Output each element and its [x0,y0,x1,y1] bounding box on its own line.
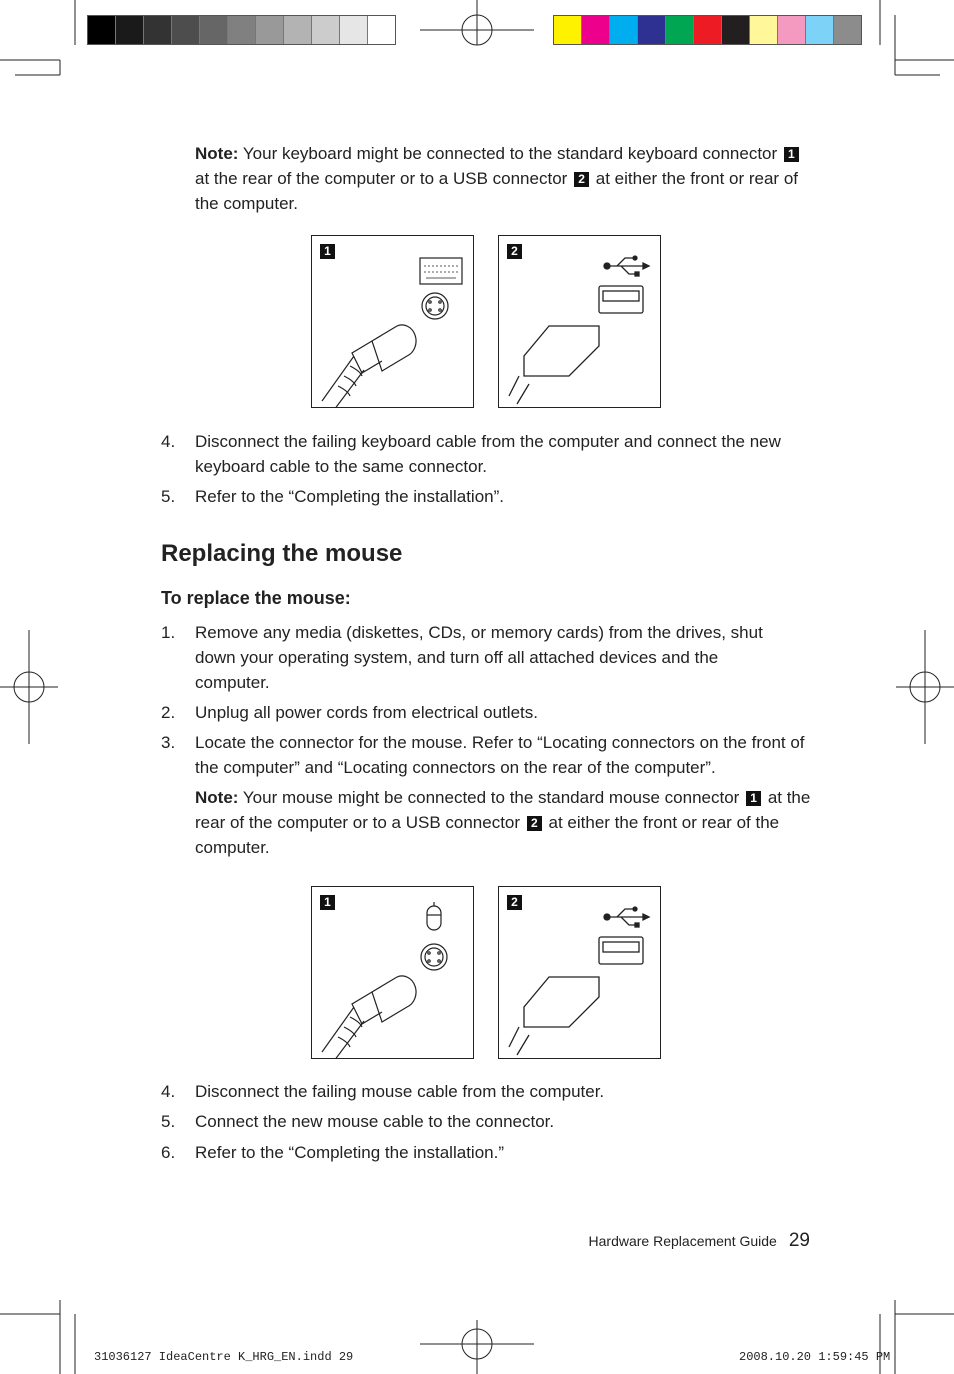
step-text: Refer to the “Completing the installation.” [195,1143,504,1162]
slug-file-info: 31036127 IdeaCentre K_HRG_EN.indd 29 [94,1350,354,1364]
note-label: Note: [195,144,239,163]
callout-badge-2: 2 [574,172,589,187]
color-swatch [610,16,638,44]
step-text: Connect the new mouse cable to the connector. [195,1112,555,1131]
color-swatch [200,16,228,44]
step-number: 2. [161,703,176,722]
color-swatch [778,16,806,44]
note-text: at the rear of the computer or to a USB connector [195,169,568,188]
color-swatch [368,16,395,44]
color-swatch [340,16,368,44]
mouse-ps2-connector-figure [311,886,474,1059]
process-color-bar [553,15,862,45]
keyboard-ps2-connector-figure [311,235,474,408]
color-swatch [144,16,172,44]
note-text: Your keyboard might be connected to the standard keyboard connector [242,144,778,163]
color-swatch [638,16,666,44]
note-text: at either the front or rear of the computer. [195,813,780,857]
color-swatch [834,16,861,44]
ps2-keyboard-illustration [312,236,473,407]
step-number: 1. [161,623,176,642]
keyboard-note [195,141,815,216]
figure-callout-1: 1 [320,244,335,259]
usb-illustration [499,236,660,407]
ps2-mouse-illustration [312,887,473,1058]
step-text: Refer to the “Completing the installation”. [195,487,504,506]
figure-callout-2: 2 [507,244,522,259]
page-footer [589,1230,810,1252]
callout-badge-1: 1 [746,791,761,806]
callout-badge-1: 1 [784,147,799,162]
note-text: at either the front or rear of the computer. [195,169,798,213]
color-swatch [88,16,116,44]
color-swatch [806,16,834,44]
note-label: Note: [195,788,239,807]
slug-timestamp: 2008.10.20 1:59:45 PM [739,1350,891,1364]
step-number: 5. [161,487,176,506]
keyboard-icon [420,258,462,284]
figure-callout-2: 2 [507,895,522,910]
color-swatch [256,16,284,44]
step-number: 6. [161,1143,176,1162]
color-swatch [312,16,340,44]
callout-badge-2: 2 [527,816,542,831]
usb-icon [604,256,649,276]
note-text: at the rear of the computer or to a USB connector [195,788,811,832]
footer-guide-title: Hardware Replacement Guide [588,1233,777,1249]
color-swatch [666,16,694,44]
step-text: Disconnect the failing mouse cable from the computer. [195,1082,605,1101]
step-number: 3. [161,733,176,752]
color-swatch [116,16,144,44]
color-swatch [750,16,778,44]
figure-callout-1: 1 [320,895,335,910]
step-number: 4. [161,432,176,451]
color-swatch [554,16,582,44]
color-swatch [694,16,722,44]
step-number: 4. [161,1082,176,1101]
step-number: 5. [161,1112,176,1131]
step-text: Unplug all power cords from electrical outlets. [195,703,538,722]
grayscale-color-bar [87,15,396,45]
mouse-icon [427,902,441,930]
page-number: 29 [788,1230,810,1251]
note-text: Your mouse might be connected to the standard mouse connector [242,788,740,807]
usb-illustration [499,887,660,1058]
step-text: Disconnect the failing keyboard cable from the computer and connect the new keyboard cable to the same connector. [195,432,781,476]
color-swatch [582,16,610,44]
mouse-note [195,785,815,860]
color-swatch [228,16,256,44]
color-swatch [284,16,312,44]
mouse-usb-connector-figure [498,886,661,1059]
step-text: Locate the connector for the mouse. Refer to “Locating connectors on the front of the computer” and “Locating connectors on the rear of the computer”. [195,733,805,777]
step-text: Remove any media (diskettes, CDs, or memory cards) from the drives, shut down your operating system, and turn off all attached devices and the computer. [195,623,763,692]
keyboard-usb-connector-figure [498,235,661,408]
section-heading: Replacing the mouse [161,540,403,567]
color-swatch [722,16,750,44]
usb-icon [604,907,649,927]
color-swatch [172,16,200,44]
subsection-heading: To replace the mouse: [161,588,351,608]
